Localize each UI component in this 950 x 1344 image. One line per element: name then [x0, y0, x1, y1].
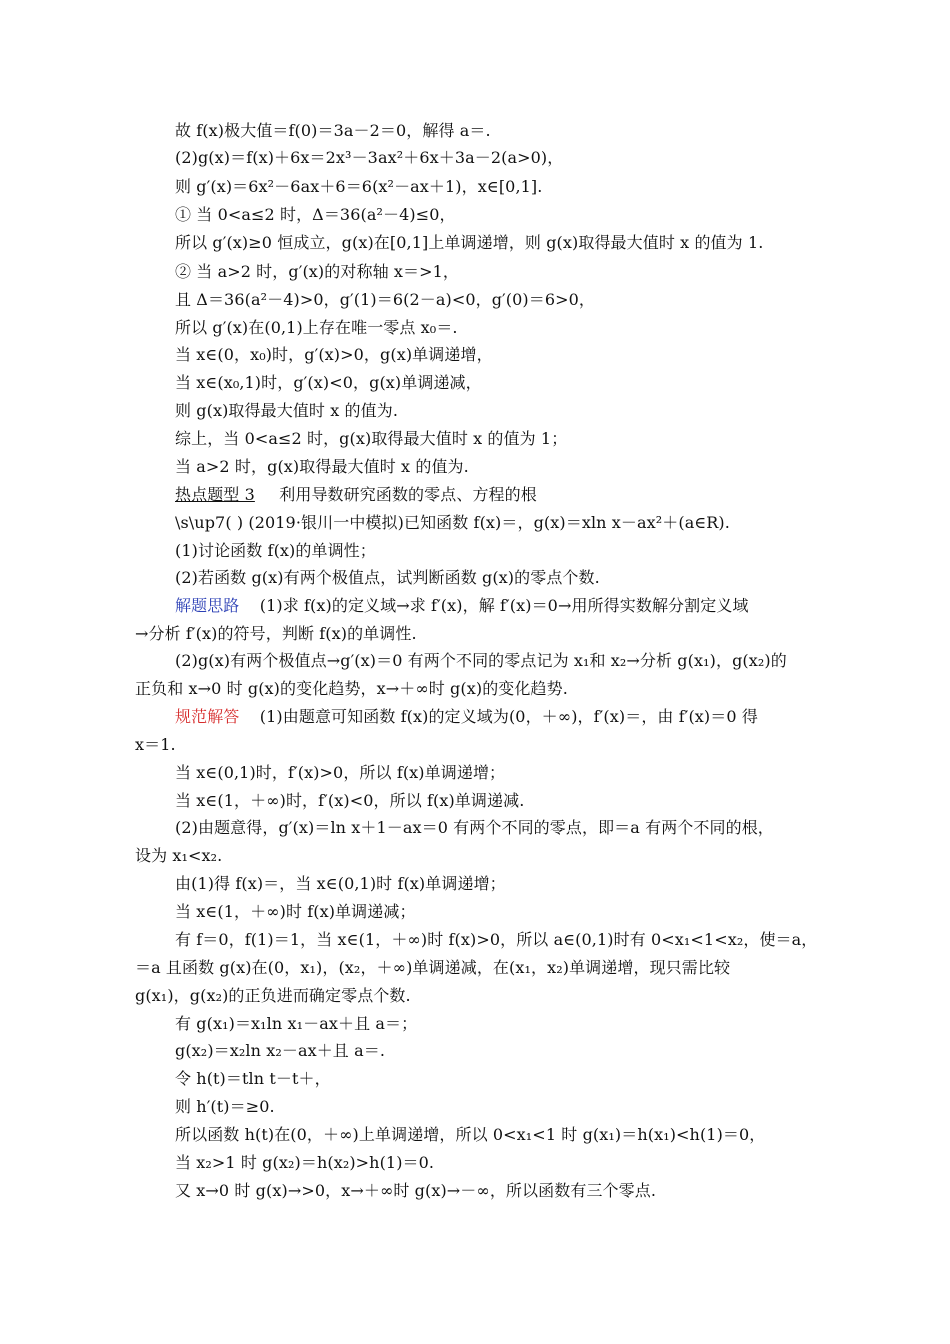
- text-line: 则 g′(x)＝6x²－6ax＋6＝6(x²－ax＋1)，x∈[0,1].: [175, 177, 543, 196]
- text-line: 当 a>2 时，g(x)取得最大值时 x 的值为.: [175, 457, 469, 476]
- text-line: 当 x₂>1 时 g(x₂)＝h(x₂)>h(1)＝0.: [175, 1153, 435, 1172]
- text-line: 有 g(x₁)＝x₁ln x₁－ax＋且 a＝；: [175, 1014, 418, 1033]
- text-line: 当 x∈(0，x₀)时，g′(x)>0，g(x)单调递增，: [175, 345, 493, 364]
- text-line: g(x₁)，g(x₂)的正负进而确定零点个数.: [135, 986, 411, 1005]
- text-line: 又 x→0 时 g(x)→>0，x→＋∞时 g(x)→－∞，所以函数有三个零点.: [175, 1181, 657, 1200]
- text-line: 有 f＝0，f(1)＝1，当 x∈(1，＋∞)时 f(x)>0，所以 a∈(0,1)时有 0<x₁<1<x₂，使＝a，: [175, 930, 818, 949]
- solution-label: 规范解答: [175, 707, 240, 726]
- heading-title: 利用导数研究函数的零点、方程的根: [279, 485, 537, 504]
- text-line: 设为 x₁<x₂.: [135, 846, 223, 865]
- text-line: g(x₂)＝x₂ln x₂－ax＋且 a＝.: [175, 1041, 386, 1060]
- text-line: 则 g(x)取得最大值时 x 的值为.: [175, 401, 399, 420]
- problem-statement: \s\up7( ) (2019·银川一中模拟)已知函数 f(x)＝，g(x)＝xln x－ax²＋(a∈R).: [175, 513, 730, 532]
- text-line: 故 f(x)极大值＝f(0)＝3a－2＝0，解得 a＝.: [175, 121, 491, 140]
- hint-paragraph: [175, 595, 749, 617]
- hint-text: (1)求 f(x)的定义域→求 f′(x)，解 f′(x)＝0→用所得实数解分割定义域: [259, 596, 749, 615]
- text-line: ② 当 a>2 时，g′(x)的对称轴 x＝>1，: [175, 262, 459, 281]
- section-heading: [175, 484, 537, 506]
- hint-label: 解题思路: [175, 596, 240, 615]
- solution-text: (1)由题意可知函数 f(x)的定义域为(0，＋∞)，f′(x)＝，由 f′(x)＝0 得: [259, 707, 758, 726]
- text-line: 所以 g′(x)≥0 恒成立，g(x)在[0,1]上单调递增，则 g(x)取得最大值时 x 的值为 1.: [175, 233, 764, 252]
- text-line: 当 x∈(1，＋∞)时，f′(x)<0，所以 f(x)单调递减.: [175, 791, 525, 810]
- text-line: →分析 f′(x)的符号，判断 f(x)的单调性.: [135, 624, 417, 643]
- text-line: 且 Δ＝36(a²－4)>0，g′(1)＝6(2－a)<0，g′(0)＝6>0，: [175, 290, 596, 309]
- text-line: 所以函数 h(t)在(0，＋∞)上单调递增，所以 0<x₁<1 时 g(x₁)＝h(x₁)<h(1)＝0，: [175, 1125, 766, 1144]
- solution-paragraph: [175, 706, 758, 728]
- text-line: 当 x∈(1，＋∞)时 f(x)单调递减；: [175, 902, 416, 921]
- text-line: 当 x∈(x₀,1)时，g′(x)<0，g(x)单调递减，: [175, 373, 482, 392]
- text-line: (2)若函数 g(x)有两个极值点，试判断函数 g(x)的零点个数.: [175, 568, 600, 587]
- text-line: 由(1)得 f(x)＝，当 x∈(0,1)时 f(x)单调递增；: [175, 874, 506, 893]
- text-line: x＝1.: [135, 735, 176, 754]
- text-line: (1)讨论函数 f(x)的单调性；: [175, 541, 376, 560]
- text-line: (2)g(x)＝f(x)＋6x＝2x³－3ax²＋6x＋3a－2(a>0)，: [175, 148, 564, 167]
- text-line: 令 h(t)＝tln t－t＋，: [175, 1069, 331, 1088]
- text-line: 综上，当 0<a≤2 时，g(x)取得最大值时 x 的值为 1；: [175, 429, 568, 448]
- text-line: (2)g(x)有两个极值点→g′(x)＝0 有两个不同的零点记为 x₁和 x₂→分析 g(x₁)，g(x₂)的: [175, 651, 787, 670]
- heading-label: 热点题型 3: [175, 485, 255, 504]
- text-line: (2)由题意得，g′(x)＝ln x＋1－ax＝0 有两个不同的零点，即＝a 有两个不同的根，: [175, 818, 774, 837]
- text-line: ① 当 0<a≤2 时，Δ＝36(a²－4)≤0，: [175, 205, 456, 224]
- text-line: 则 h′(t)＝≥0.: [175, 1097, 275, 1116]
- text-line: 所以 g′(x)在(0,1)上存在唯一零点 x₀＝.: [175, 318, 458, 337]
- text-line: 正负和 x→0 时 g(x)的变化趋势，x→＋∞时 g(x)的变化趋势.: [135, 679, 568, 698]
- text-line: ＝a 且函数 g(x)在(0，x₁)，(x₂，＋∞)单调递减，在(x₁，x₂)单调递增，现只需比较: [135, 958, 731, 977]
- text-line: 当 x∈(0,1)时，f′(x)>0，所以 f(x)单调递增；: [175, 763, 506, 782]
